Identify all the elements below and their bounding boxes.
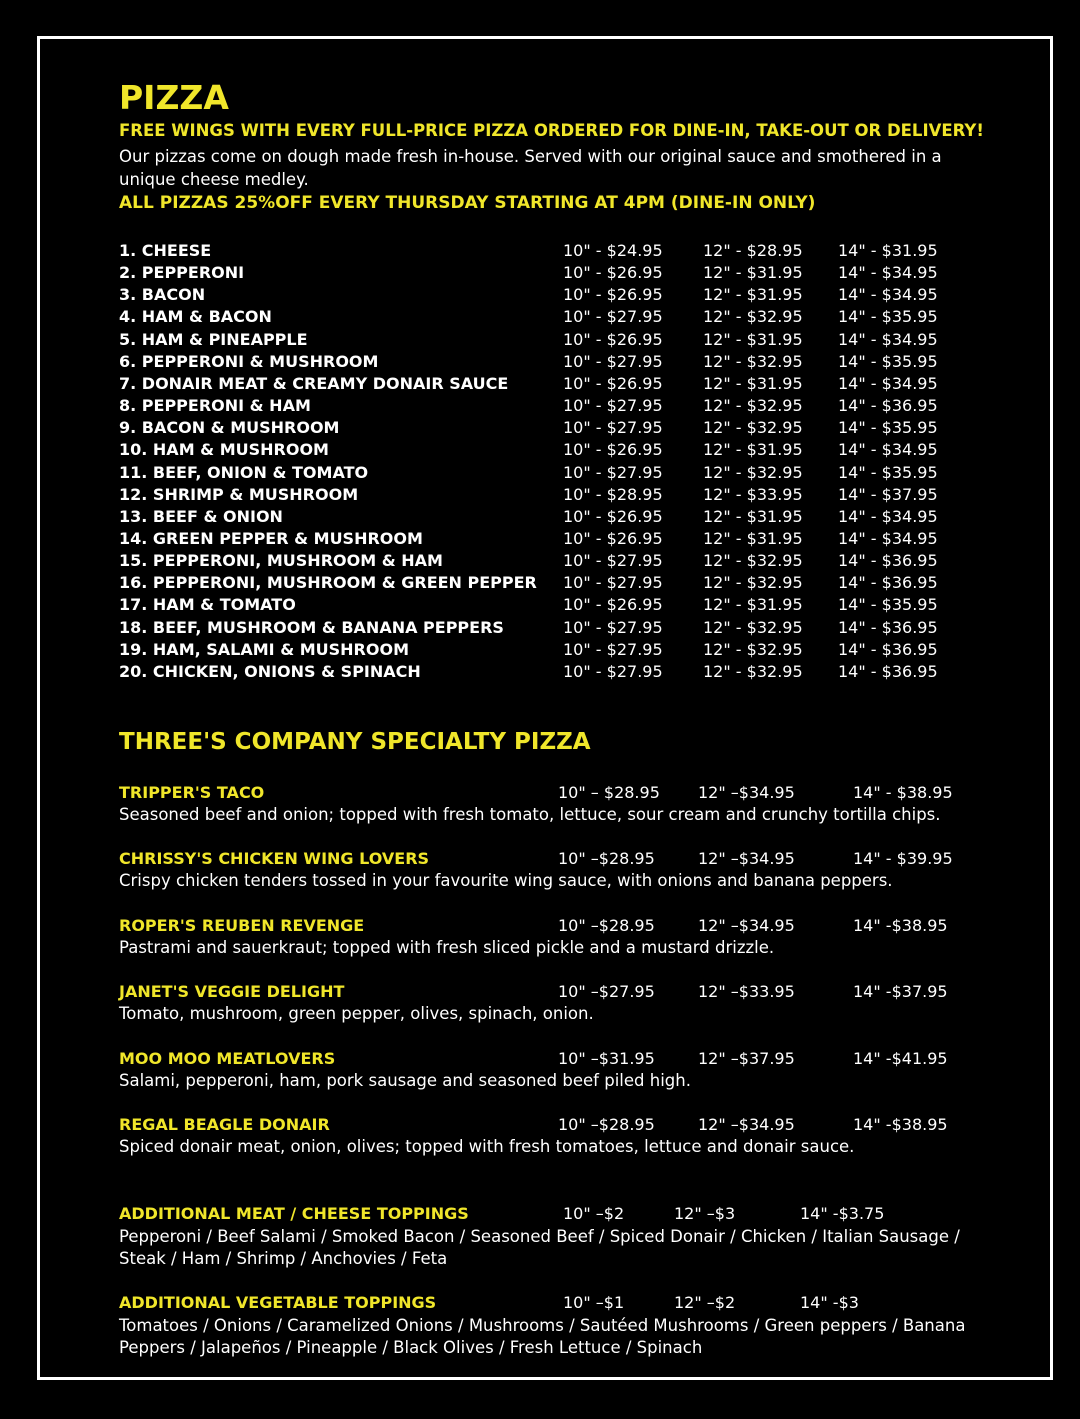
- price-10-inch: 10" - $26.95: [563, 329, 663, 349]
- price-12-inch: 12" –$37.95: [698, 1048, 795, 1068]
- specialty-name: JANET'S VEGGIE DELIGHT: [119, 982, 345, 1002]
- pizza-row: [0, 439, 1080, 461]
- price-14-inch: 14" - $35.95: [838, 351, 938, 371]
- price-14-inch: 14" - $34.95: [838, 329, 938, 349]
- price-14-inch: 14" - $34.95: [838, 528, 938, 548]
- price-14-inch: 14" -$37.95: [853, 982, 948, 1002]
- price-10-inch: 10" - $27.95: [563, 639, 663, 659]
- pizza-row: [0, 484, 1080, 506]
- price-14-inch: 14" - $31.95: [838, 241, 938, 260]
- price-14-inch: 14" - $36.95: [838, 396, 938, 416]
- pizza-row: [0, 594, 1080, 616]
- price-14-inch: 14" - $36.95: [838, 551, 938, 571]
- price-12-inch: 12" - $31.95: [703, 373, 803, 393]
- pizza-row: [0, 284, 1080, 306]
- pizza-name: 12. SHRIMP & MUSHROOM: [119, 484, 359, 504]
- pizza-name: 8. PEPPERONI & HAM: [119, 396, 311, 416]
- price-12-inch: 12" - $32.95: [703, 307, 803, 327]
- pizza-name: 11. BEEF, ONION & TOMATO: [119, 462, 369, 482]
- price-10-inch: 10" - $26.95: [563, 285, 663, 305]
- specialty-name: ROPER'S REUBEN REVENGE: [119, 915, 365, 935]
- price-10-inch: 10" – $28.95: [558, 783, 660, 802]
- pizza-row: [0, 550, 1080, 572]
- topping-list-text: Tomatoes / Onions / Caramelized Onions / Mushrooms / Sautéed Mushrooms / Green peppers / Banana Peppers / Jalapeños / Pineapple / Black Olives / Fresh Lettuce / Spinach: [119, 1316, 966, 1357]
- pizza-name: 19. HAM, SALAMI & MUSHROOM: [119, 639, 409, 659]
- specialty-section-title: THREE'S COMPANY SPECIALTY PIZZA: [119, 729, 591, 755]
- price-10-inch: 10" –$28.95: [558, 1115, 655, 1134]
- specialty-description: Crispy chicken tenders tossed in your favourite wing sauce, with onions and banana peppers.: [119, 871, 893, 891]
- price-12-inch: 12" - $32.95: [703, 551, 803, 571]
- price-12-inch: 12" - $32.95: [703, 573, 803, 593]
- pizza-row: [0, 373, 1080, 395]
- pizza-name: 14. GREEN PEPPER & MUSHROOM: [119, 528, 423, 548]
- price-14-inch: 14" -$38.95: [853, 915, 948, 935]
- price-10-inch: 10" - $27.95: [563, 396, 663, 416]
- pizza-name: 5. HAM & PINEAPPLE: [119, 329, 308, 349]
- pizza-description: Our pizzas come on dough made fresh in-house. Served with our original sauce and smothered in a unique cheese medley.: [119, 147, 942, 189]
- price-14-inch: 14" -$41.95: [853, 1048, 948, 1068]
- pizza-row: [0, 639, 1080, 661]
- price-12-inch: 12" –$34.95: [698, 915, 795, 935]
- price-14-inch: 14" - $35.95: [838, 307, 938, 327]
- specialty-description: Pastrami and sauerkraut; topped with fresh sliced pickle and a mustard drizzle.: [119, 937, 775, 957]
- price-14-inch: 14" - $39.95: [853, 849, 953, 869]
- price-12-inch: 12" - $31.95: [703, 506, 803, 526]
- price-10-inch: 10" - $26.95: [563, 528, 663, 548]
- price-12-inch: 12" –$34.95: [698, 849, 795, 869]
- price-10-inch: 10" - $27.95: [563, 573, 663, 593]
- pizza-name: 3. BACON: [119, 285, 206, 305]
- price-14-inch: 14" - $35.95: [838, 462, 938, 482]
- price-10-inch: 10" - $27.95: [563, 351, 663, 371]
- specialty-description: Tomato, mushroom, green pepper, olives, spinach, onion.: [119, 1004, 594, 1024]
- price-10-inch: 10" - $27.95: [563, 551, 663, 571]
- price-10-inch: 10" - $27.95: [563, 307, 663, 327]
- specialty-description: Seasoned beef and onion; topped with fresh tomato, lettuce, sour cream and crunchy tortilla chips.: [119, 805, 941, 824]
- price-14-inch: 14" -$3.75: [800, 1204, 885, 1223]
- specialty-name: REGAL BEAGLE DONAIR: [119, 1115, 330, 1134]
- price-14-inch: 14" - $38.95: [853, 783, 953, 802]
- thursday-promo: ALL PIZZAS 25%OFF EVERY THURSDAY STARTING AT 4PM (DINE-IN ONLY): [119, 193, 816, 213]
- pizza-name: 10. HAM & MUSHROOM: [119, 440, 329, 460]
- price-10-inch: 10" - $27.95: [563, 661, 663, 681]
- price-12-inch: 12" - $32.95: [703, 639, 803, 659]
- price-12-inch: 12" - $31.95: [703, 595, 803, 615]
- pizza-row: [0, 395, 1080, 417]
- price-12-inch: 12" - $31.95: [703, 329, 803, 349]
- price-14-inch: 14" - $36.95: [838, 573, 938, 593]
- price-12-inch: 12" - $31.95: [703, 263, 803, 283]
- price-10-inch: 10" –$31.95: [558, 1048, 655, 1068]
- price-12-inch: 12" –$3: [674, 1204, 736, 1223]
- price-12-inch: 12" - $31.95: [703, 285, 803, 305]
- pizza-row: [0, 572, 1080, 594]
- price-14-inch: 14" - $36.95: [838, 617, 938, 637]
- specialty-description: Spiced donair meat, onion, olives; topped with fresh tomatoes, lettuce and donair sauce.: [119, 1137, 855, 1156]
- price-14-inch: 14" - $34.95: [838, 373, 938, 393]
- price-10-inch: 10" - $26.95: [563, 373, 663, 393]
- pizza-name: 15. PEPPERONI, MUSHROOM & HAM: [119, 551, 443, 571]
- pizza-name: 6. PEPPERONI & MUSHROOM: [119, 351, 379, 371]
- price-14-inch: 14" - $34.95: [838, 440, 938, 460]
- pizza-row: [0, 528, 1080, 550]
- price-12-inch: 12" - $32.95: [703, 351, 803, 371]
- pizza-name: 16. PEPPERONI, MUSHROOM & GREEN PEPPER: [119, 573, 537, 593]
- price-10-inch: 10" –$2: [563, 1204, 625, 1223]
- price-12-inch: 12" - $33.95: [703, 484, 803, 504]
- price-12-inch: 12" - $32.95: [703, 661, 803, 681]
- pizza-name: 13. BEEF & ONION: [119, 506, 283, 526]
- price-12-inch: 12" –$34.95: [698, 1115, 795, 1134]
- topping-group-name: ADDITIONAL MEAT / CHEESE TOPPINGS: [119, 1204, 469, 1223]
- specialty-description: Salami, pepperoni, ham, pork sausage and seasoned beef piled high.: [119, 1070, 691, 1090]
- price-12-inch: 12" - $32.95: [703, 396, 803, 416]
- pizza-name: 9. BACON & MUSHROOM: [119, 418, 340, 438]
- pizza-row: [0, 329, 1080, 351]
- price-14-inch: 14" - $34.95: [838, 506, 938, 526]
- menu-border: [37, 36, 1053, 1380]
- price-10-inch: 10" - $27.95: [563, 617, 663, 637]
- price-10-inch: 10" –$1: [563, 1293, 625, 1312]
- page-title: PIZZA: [119, 78, 229, 117]
- price-12-inch: 12" –$33.95: [698, 982, 795, 1002]
- price-10-inch: 10" –$28.95: [558, 849, 655, 869]
- pizza-row: [0, 617, 1080, 639]
- specialty-name: TRIPPER'S TACO: [119, 783, 265, 802]
- price-10-inch: 10" - $27.95: [563, 462, 663, 482]
- price-14-inch: 14" - $35.95: [838, 418, 938, 438]
- price-10-inch: 10" - $26.95: [563, 595, 663, 615]
- price-10-inch: 10" –$27.95: [558, 982, 655, 1002]
- pizza-name: 17. HAM & TOMATO: [119, 595, 296, 615]
- topping-group-name: ADDITIONAL VEGETABLE TOPPINGS: [119, 1293, 437, 1312]
- pizza-row: [0, 262, 1080, 284]
- pizza-row: [0, 240, 1080, 262]
- price-14-inch: 14" -$3: [800, 1293, 859, 1312]
- topping-list-text: Pepperoni / Beef Salami / Smoked Bacon / Seasoned Beef / Spiced Donair / Chicken / Italian Sausage / Steak / Ham / Shrimp / Anchovies / Feta: [119, 1227, 960, 1268]
- price-10-inch: 10" - $26.95: [563, 263, 663, 283]
- price-14-inch: 14" - $35.95: [838, 595, 938, 615]
- price-10-inch: 10" - $28.95: [563, 484, 663, 504]
- price-14-inch: 14" - $37.95: [838, 484, 938, 504]
- pizza-name: 1. CHEESE: [119, 241, 212, 260]
- pizza-row: [0, 351, 1080, 373]
- price-12-inch: 12" –$2: [674, 1293, 736, 1312]
- price-10-inch: 10" - $27.95: [563, 418, 663, 438]
- pizza-row: [0, 506, 1080, 528]
- price-14-inch: 14" - $34.95: [838, 285, 938, 305]
- pizza-row: [0, 417, 1080, 439]
- price-12-inch: 12" - $28.95: [703, 241, 803, 260]
- price-10-inch: 10" - $26.95: [563, 506, 663, 526]
- price-12-inch: 12" –$34.95: [698, 783, 795, 802]
- pizza-row: [0, 462, 1080, 484]
- pizza-row: [0, 306, 1080, 328]
- price-14-inch: 14" - $36.95: [838, 639, 938, 659]
- price-12-inch: 12" - $31.95: [703, 528, 803, 548]
- pizza-name: 20. CHICKEN, ONIONS & SPINACH: [119, 661, 421, 681]
- price-12-inch: 12" - $32.95: [703, 418, 803, 438]
- price-10-inch: 10" - $24.95: [563, 241, 663, 260]
- pizza-row: [0, 661, 1080, 683]
- price-12-inch: 12" - $32.95: [703, 462, 803, 482]
- price-10-inch: 10" –$28.95: [558, 915, 655, 935]
- specialty-name: CHRISSY'S CHICKEN WING LOVERS: [119, 849, 430, 869]
- price-12-inch: 12" - $32.95: [703, 617, 803, 637]
- pizza-name: 4. HAM & BACON: [119, 307, 272, 327]
- pizza-name: 7. DONAIR MEAT & CREAMY DONAIR SAUCE: [119, 373, 509, 393]
- pizza-name: 2. PEPPERONI: [119, 263, 245, 283]
- price-12-inch: 12" - $31.95: [703, 440, 803, 460]
- price-10-inch: 10" - $26.95: [563, 440, 663, 460]
- price-14-inch: 14" - $34.95: [838, 263, 938, 283]
- price-14-inch: 14" - $36.95: [838, 661, 938, 681]
- free-wings-promo: FREE WINGS WITH EVERY FULL-PRICE PIZZA ORDERED FOR DINE-IN, TAKE-OUT OR DELIVERY!: [119, 121, 984, 140]
- specialty-name: MOO MOO MEATLOVERS: [119, 1048, 336, 1068]
- price-14-inch: 14" -$38.95: [853, 1115, 948, 1134]
- pizza-name: 18. BEEF, MUSHROOM & BANANA PEPPERS: [119, 617, 504, 637]
